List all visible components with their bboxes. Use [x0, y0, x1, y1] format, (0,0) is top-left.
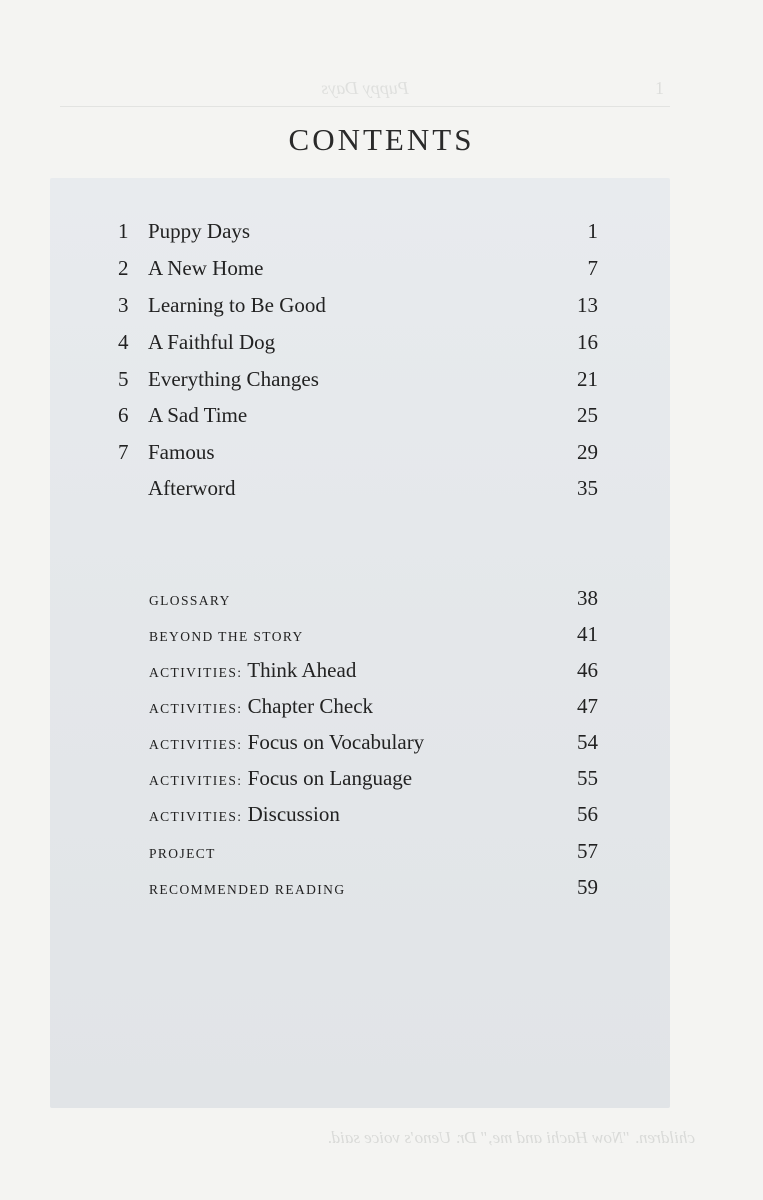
back-matter-page-number: 55 [577, 766, 598, 790]
chapter-number: 2 [118, 256, 129, 280]
toc-recommended-reading[interactable] [149, 872, 598, 902]
back-matter-title [149, 583, 231, 616]
reverse-side-running-header [60, 76, 670, 107]
chapter-page-number: 21 [577, 367, 598, 391]
chapter-title: A Faithful Dog [148, 330, 276, 354]
back-matter-page-number: 41 [577, 622, 598, 646]
chapter-page-number: 35 [577, 476, 598, 500]
toc-activities-chapter-check[interactable] [149, 691, 598, 721]
chapter-page-number: 25 [577, 403, 598, 427]
back-matter-label: GLOSSARY [149, 593, 231, 608]
chapter-title: Afterword [148, 476, 236, 500]
back-matter-page-number: 47 [577, 694, 598, 718]
chapter-number: 5 [118, 367, 129, 391]
toc-chapter-2[interactable] [118, 253, 598, 283]
back-matter-subtitle: Chapter Check [247, 694, 374, 718]
chapter-number: 6 [118, 403, 129, 427]
back-matter-subtitle: Focus on Vocabulary [247, 730, 425, 754]
back-matter-label: PROJECT [149, 846, 216, 861]
back-matter-subtitle: Discussion [247, 802, 340, 826]
toc-activities-think-ahead[interactable] [149, 655, 598, 685]
chapter-page-number: 7 [587, 256, 598, 280]
reverse-side-header-page-number: 1 [655, 78, 664, 98]
chapter-number: 7 [118, 440, 129, 464]
toc-chapter-4[interactable] [118, 327, 598, 357]
back-matter-page-number: 54 [577, 730, 598, 754]
chapter-title: A Sad Time [148, 403, 248, 427]
reverse-side-caption: children. "Now Hachi and me," Dr. Ueno's voice said. [327, 1128, 695, 1147]
back-matter-page-number: 57 [577, 839, 598, 863]
back-matter-title [149, 799, 340, 832]
back-matter-label: ACTIVITIES: [149, 737, 243, 752]
chapter-page-number: 13 [577, 293, 598, 317]
chapter-page-number: 1 [587, 219, 598, 243]
chapter-number: 1 [118, 219, 129, 243]
toc-chapter-7[interactable] [118, 437, 598, 467]
toc-activities-focus-on-language[interactable] [149, 763, 598, 793]
chapter-title: Puppy Days [148, 219, 251, 243]
chapter-title: Everything Changes [148, 367, 319, 391]
back-matter-label: RECOMMENDED READING [149, 882, 346, 897]
back-matter-page-number: 46 [577, 658, 598, 682]
page-title: CONTENTS [288, 122, 475, 157]
chapter-number: 3 [118, 293, 129, 317]
back-matter-subtitle: Focus on Language [247, 766, 413, 790]
back-matter-title [149, 619, 304, 652]
chapter-number: 4 [118, 330, 129, 354]
reverse-side-header-title: Puppy Days [321, 78, 409, 98]
toc-chapter-1[interactable] [118, 216, 598, 246]
back-matter-label: ACTIVITIES: [149, 701, 243, 716]
back-matter-title [149, 836, 216, 869]
back-matter-title [149, 691, 373, 724]
chapter-title: Learning to Be Good [148, 293, 326, 317]
back-matter-title [149, 763, 412, 796]
chapter-title: Famous [148, 440, 215, 464]
toc-chapter-6[interactable] [118, 400, 598, 430]
chapter-page-number: 29 [577, 440, 598, 464]
back-matter-label: BEYOND THE STORY [149, 629, 304, 644]
toc-chapter-3[interactable] [118, 290, 598, 320]
toc-activities-discussion[interactable] [149, 799, 598, 829]
back-matter-title [149, 727, 424, 760]
toc-project[interactable] [149, 836, 598, 866]
back-matter-title [149, 872, 345, 905]
toc-chapter-5[interactable] [118, 364, 598, 394]
back-matter-label: ACTIVITIES: [149, 665, 243, 680]
toc-beyond-the-story[interactable] [149, 619, 598, 649]
back-matter-subtitle: Think Ahead [247, 658, 357, 682]
chapter-page-number: 16 [577, 330, 598, 354]
back-matter-label: ACTIVITIES: [149, 773, 243, 788]
chapter-title: A New Home [148, 256, 264, 280]
toc-glossary[interactable] [149, 583, 598, 613]
toc-activities-focus-on-vocabulary[interactable] [149, 727, 598, 757]
toc-afterword[interactable] [118, 473, 598, 503]
back-matter-page-number: 56 [577, 802, 598, 826]
back-matter-page-number: 59 [577, 875, 598, 899]
back-matter-page-number: 38 [577, 586, 598, 610]
back-matter-label: ACTIVITIES: [149, 809, 243, 824]
back-matter-title [149, 655, 356, 688]
